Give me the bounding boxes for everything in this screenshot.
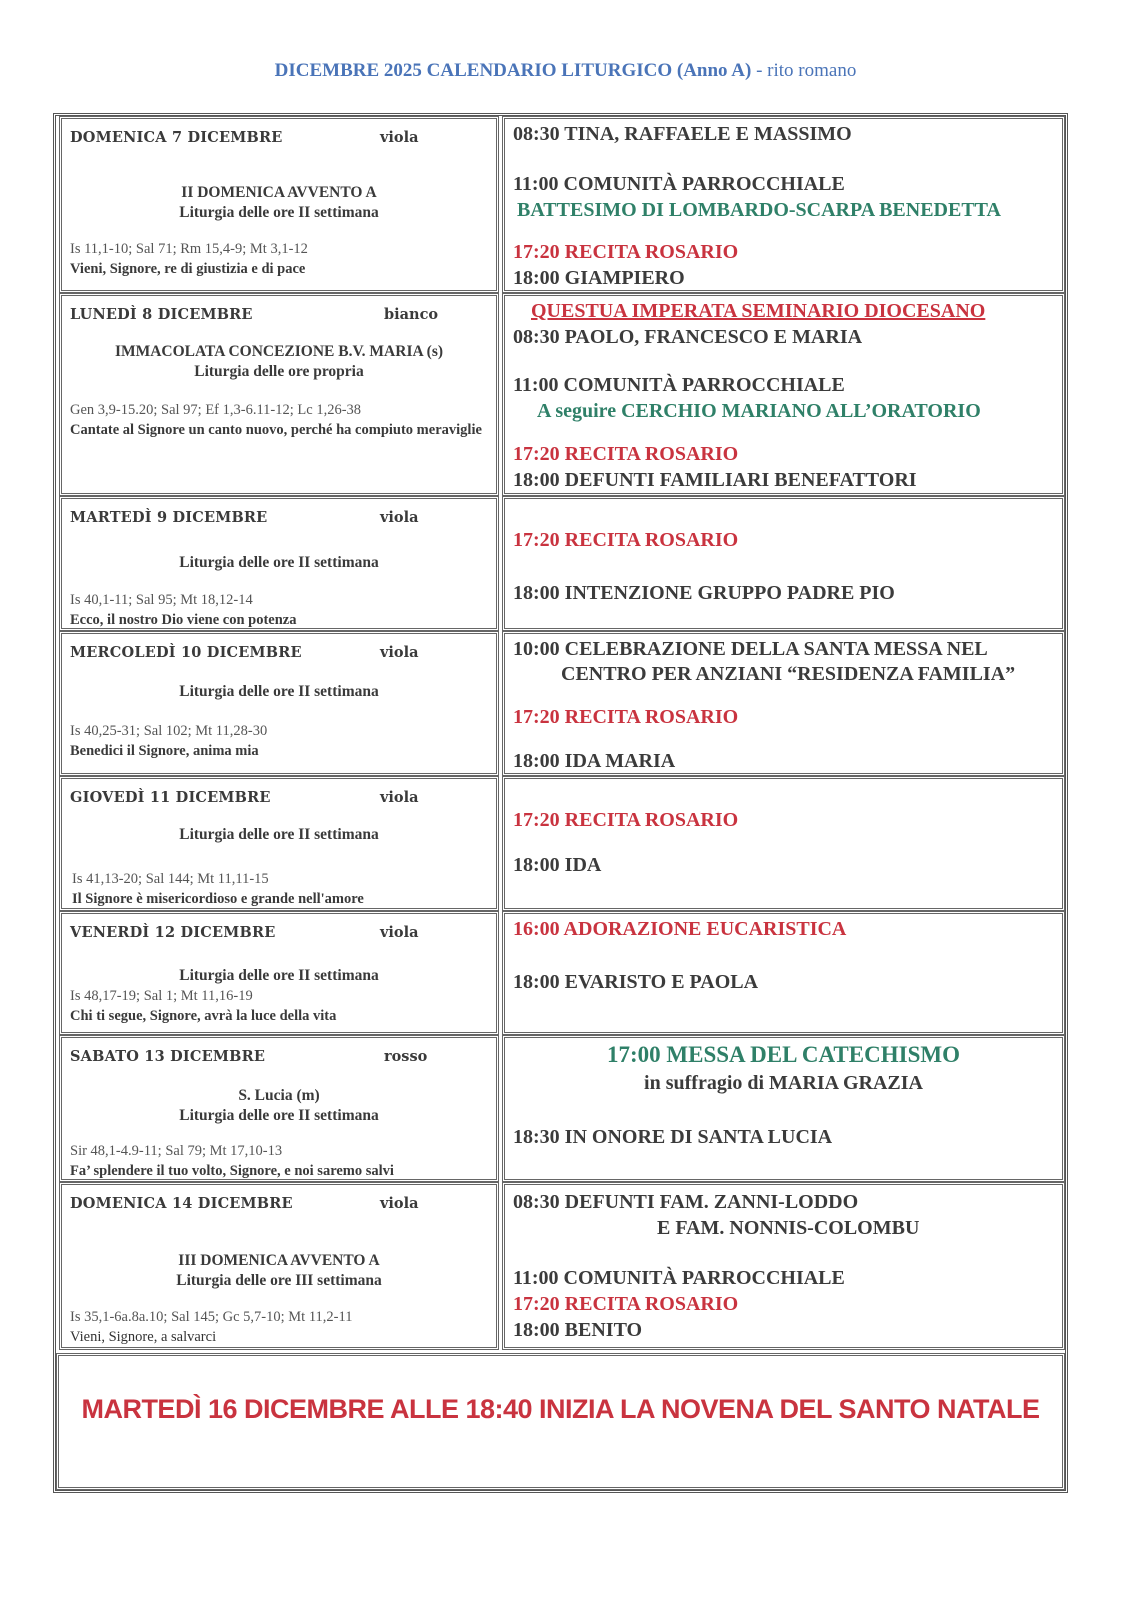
celebration-line: IMMACOLATA CONCEZIONE B.V. MARIA (s): [114, 343, 444, 360]
celebration-line: Liturgia delle ore II settimana: [179, 967, 379, 984]
antiphon: Ecco, il nostro Dio viene con potenza: [70, 612, 297, 628]
day-row-domenica-7: [56, 116, 1065, 293]
event-line: 18:30 IN ONORE DI SANTA LUCIA: [513, 1126, 833, 1148]
celebration-line: Liturgia delle ore II settimana: [179, 554, 379, 571]
readings-block: [70, 1307, 490, 1347]
event-line: 18:00 GIAMPIERO: [513, 267, 685, 289]
event-line: 08:30 PAOLO, FRANCESCO E MARIA: [513, 326, 863, 348]
celebration-line: Liturgia delle ore II settimana: [179, 826, 379, 843]
readings-ref: Is 41,13-20; Sal 144; Mt 11,11-15: [72, 871, 269, 887]
celebration-line: Liturgia delle ore III settimana: [176, 1272, 382, 1289]
readings-block: [70, 721, 490, 761]
event-line: E FAM. NONNIS-COLOMBU: [657, 1217, 920, 1239]
event-line-rosary: 17:20 RECITA ROSARIO: [513, 1293, 739, 1315]
event-line: 18:00 IDA MARIA: [513, 750, 676, 772]
event-line-catechism: 17:00 MESSA DEL CATECHISMO: [607, 1042, 960, 1067]
day-events-cell: [502, 496, 1065, 631]
readings-block: [70, 400, 490, 440]
liturgical-color: viola: [380, 924, 419, 941]
liturgical-color: rosso: [384, 1048, 428, 1065]
day-heading: DOMENICA 7 DICEMBRE: [70, 129, 283, 146]
day-info-cell: [59, 911, 499, 1035]
event-line: 11:00 COMUNITÀ PARROCCHIALE: [513, 374, 845, 396]
antiphon: Chi ti segue, Signore, avrà la luce della vita: [70, 1008, 337, 1024]
day-info-cell: [59, 293, 499, 496]
day-row-mercoledi-10: [56, 631, 1065, 776]
celebration: [62, 183, 496, 223]
readings-block: [70, 239, 490, 279]
antiphon: Fa’ splendere il tuo volto, Signore, e noi saremo salvi: [70, 1163, 394, 1179]
event-line: 11:00 COMUNITÀ PARROCCHIALE: [513, 1267, 845, 1289]
event-line: 18:00 DEFUNTI FAMILIARI BENEFATTORI: [513, 469, 917, 491]
day-row-lunedi-8: [56, 293, 1065, 496]
day-row-martedi-9: [56, 496, 1065, 631]
title-suffix: - rito romano: [756, 60, 857, 81]
celebration: [62, 342, 496, 382]
day-info-cell: [59, 496, 499, 631]
day-events-cell: [502, 293, 1065, 496]
event-line: 18:00 IDA: [513, 854, 602, 876]
antiphon: Cantate al Signore un canto nuovo, perché ha compiuto meraviglie: [70, 422, 482, 438]
antiphon: Il Signore è misericordioso e grande nell'amore: [72, 891, 364, 907]
event-line-rosary: 17:20 RECITA ROSARIO: [513, 529, 739, 551]
day-row-venerdi-12: [56, 911, 1065, 1035]
day-heading: DOMENICA 14 DICEMBRE: [70, 1195, 293, 1212]
event-line-rosary: 17:20 RECITA ROSARIO: [513, 241, 739, 263]
event-line-highlight: BATTESIMO DI LOMBARDO-SCARPA BENEDETTA: [517, 199, 1001, 221]
antiphon: Vieni, Signore, a salvarci: [70, 1329, 217, 1345]
event-line: 18:00 BENITO: [513, 1319, 643, 1341]
readings-block: [72, 869, 492, 909]
day-info-cell: [59, 116, 499, 293]
day-row-sabato-13: [56, 1035, 1065, 1182]
day-heading: LUNEDÌ 8 DICEMBRE: [70, 306, 253, 323]
celebration: [62, 553, 496, 573]
readings-ref: Is 11,1-10; Sal 71; Rm 15,4-9; Mt 3,1-12: [70, 241, 308, 257]
event-line-rosary: 17:20 RECITA ROSARIO: [513, 809, 739, 831]
page-title: [0, 60, 1131, 82]
liturgical-color: viola: [380, 789, 419, 806]
readings-ref: Gen 3,9-15.20; Sal 97; Ef 1,3-6.11-12; Lc 1,26-38: [70, 402, 362, 418]
celebration-line: Liturgia delle ore II settimana: [179, 204, 379, 221]
day-heading: SABATO 13 DICEMBRE: [70, 1048, 266, 1065]
day-info-cell: [59, 776, 499, 911]
celebration-line: Liturgia delle ore propria: [194, 363, 364, 380]
liturgical-color: viola: [380, 644, 419, 661]
day-events-cell: [502, 116, 1065, 293]
day-info-cell: [59, 631, 499, 776]
celebration: [62, 1086, 496, 1126]
celebration: [62, 966, 496, 986]
celebration-line: III DOMENICA AVVENTO A: [178, 1252, 380, 1269]
celebration-line: Liturgia delle ore II settimana: [179, 1107, 379, 1124]
celebration: [62, 1251, 496, 1291]
day-events-cell: [502, 776, 1065, 911]
day-heading: MERCOLEDÌ 10 DICEMBRE: [70, 644, 302, 661]
event-line-rosary: 17:20 RECITA ROSARIO: [513, 706, 739, 728]
day-heading: VENERDÌ 12 DICEMBRE: [70, 924, 276, 941]
event-line: 18:00 EVARISTO E PAOLA: [513, 971, 759, 993]
readings-block: [70, 986, 490, 1026]
readings-ref: Is 40,25-31; Sal 102; Mt 11,28-30: [70, 723, 268, 739]
celebration-line: II DOMENICA AVVENTO A: [181, 184, 377, 201]
celebration: [62, 682, 496, 702]
readings-ref: Sir 48,1-4.9-11; Sal 79; Mt 17,10-13: [70, 1143, 283, 1159]
event-line-collection: QUESTUA IMPERATA SEMINARIO DIOCESANO: [531, 300, 986, 322]
antiphon: Benedici il Signore, anima mia: [70, 743, 259, 759]
liturgical-color: bianco: [384, 306, 439, 323]
celebration-line: S. Lucia (m): [238, 1087, 320, 1104]
event-line-highlight: A seguire CERCHIO MARIANO ALL’ORATORIO: [537, 400, 981, 422]
day-events-cell: [502, 911, 1065, 1035]
event-line: 08:30 DEFUNTI FAM. ZANNI-LODDO: [513, 1191, 859, 1213]
title-main: DICEMBRE 2025 CALENDARIO LITURGICO (Anno A): [274, 60, 752, 81]
day-row-giovedi-11: [56, 776, 1065, 911]
event-line: in suffragio di MARIA GRAZIA: [644, 1072, 923, 1094]
novena-notice: MARTEDÌ 16 DICEMBRE ALLE 18:40 INIZIA LA NOVENA DEL SANTO NATALE: [81, 1394, 1040, 1424]
day-events-cell: [502, 631, 1065, 776]
antiphon: Vieni, Signore, re di giustizia e di pace: [70, 261, 306, 277]
readings-ref: Is 40,1-11; Sal 95; Mt 18,12-14: [70, 592, 253, 608]
day-heading: GIOVEDÌ 11 DICEMBRE: [70, 789, 271, 806]
event-line: 08:30 TINA, RAFFAELE E MASSIMO: [513, 123, 852, 145]
day-heading: MARTEDÌ 9 DICEMBRE: [70, 509, 268, 526]
day-events-cell: [502, 1035, 1065, 1182]
day-row-domenica-14: [56, 1182, 1065, 1350]
day-events-cell: [502, 1182, 1065, 1350]
readings-ref: Is 48,17-19; Sal 1; Mt 11,16-19: [70, 988, 253, 1004]
event-line-rosary: 17:20 RECITA ROSARIO: [513, 443, 739, 465]
readings-block: [70, 590, 490, 630]
celebration-line: Liturgia delle ore II settimana: [179, 683, 379, 700]
novena-notice-box: [56, 1353, 1065, 1490]
liturgical-color: viola: [380, 129, 419, 146]
event-line: CENTRO PER ANZIANI “RESIDENZA FAMILIA”: [561, 663, 1016, 685]
readings-ref: Is 35,1-6a.8a.10; Sal 145; Gc 5,7-10; Mt 11,2-11: [70, 1309, 353, 1325]
readings-block: [70, 1141, 490, 1181]
event-line: 18:00 INTENZIONE GRUPPO PADRE PIO: [513, 582, 895, 604]
event-line: 11:00 COMUNITÀ PARROCCHIALE: [513, 173, 845, 195]
day-info-cell: [59, 1182, 499, 1350]
liturgical-color: viola: [380, 1195, 419, 1212]
day-info-cell: [59, 1035, 499, 1182]
event-line-adoration: 16:00 ADORAZIONE EUCARISTICA: [513, 918, 847, 940]
liturgical-color: viola: [380, 509, 419, 526]
event-line: 10:00 CELEBRAZIONE DELLA SANTA MESSA NEL: [513, 638, 988, 660]
celebration: [62, 825, 496, 845]
